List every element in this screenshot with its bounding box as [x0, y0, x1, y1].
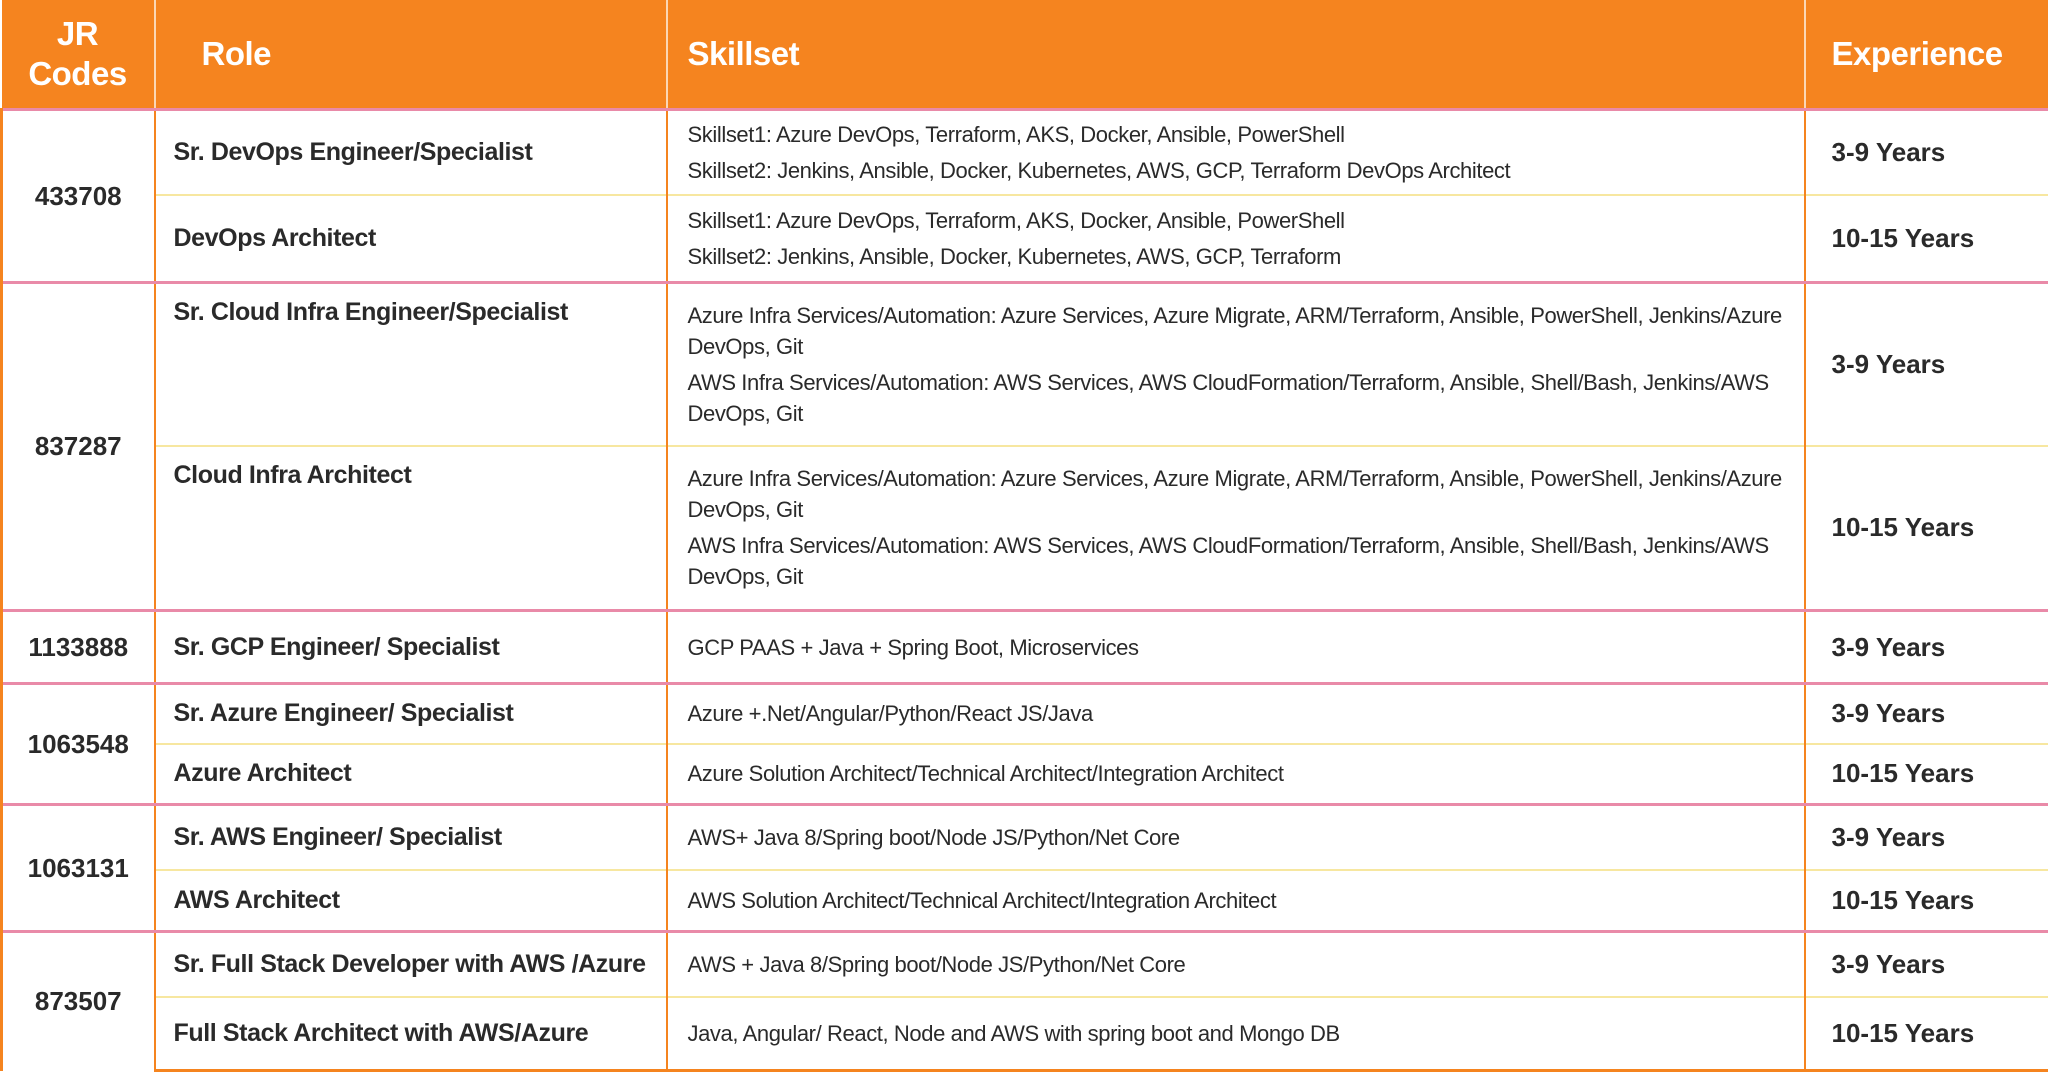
- skillset-line: Azure Solution Architect/Technical Architect/Integration Architect: [688, 758, 1803, 789]
- skillset-line: Skillset1: Azure DevOps, Terraform, AKS, Docker, Ansible, PowerShell: [688, 205, 1803, 236]
- skillset-cell: [667, 805, 1805, 870]
- header-jr-codes: [2, 0, 155, 110]
- header-row: [2, 0, 2048, 110]
- skillset-cell: [667, 932, 1805, 997]
- experience-cell: 3-9 Years: [1805, 932, 2048, 997]
- table-row: [2, 805, 2048, 870]
- experience-cell: 10-15 Years: [1805, 446, 2048, 611]
- skillset-line: Skillset1: Azure DevOps, Terraform, AKS, Docker, Ansible, PowerShell: [688, 119, 1803, 150]
- role-cell: Azure Architect: [155, 744, 667, 805]
- jr-code: 1063548: [2, 684, 155, 805]
- jr-code: 433708: [2, 110, 155, 283]
- role-cell: Full Stack Architect with AWS/Azure: [155, 997, 667, 1071]
- experience-cell: 3-9 Years: [1805, 611, 2048, 684]
- experience-cell: 10-15 Years: [1805, 870, 2048, 932]
- jr-code: 873507: [2, 932, 155, 1071]
- table-row: [2, 611, 2048, 684]
- skillset-line: Skillset2: Jenkins, Ansible, Docker, Kubernetes, AWS, GCP, Terraform: [688, 241, 1803, 272]
- role-cell: Sr. DevOps Engineer/Specialist: [155, 110, 667, 195]
- role-cell: AWS Architect: [155, 870, 667, 932]
- skillset-line: GCP PAAS + Java + Spring Boot, Microservices: [688, 632, 1803, 663]
- skillset-cell: [667, 684, 1805, 744]
- table-row: [2, 446, 2048, 611]
- header-codes-line2: Codes: [28, 55, 126, 92]
- table-row: [2, 110, 2048, 195]
- header-role: Role: [155, 0, 667, 110]
- experience-cell: 3-9 Years: [1805, 110, 2048, 195]
- table-body: [2, 110, 2048, 1071]
- skillset-cell: [667, 744, 1805, 805]
- skillset-line: Skillset2: Jenkins, Ansible, Docker, Kubernetes, AWS, GCP, Terraform DevOps Architect: [688, 155, 1803, 186]
- skillset-line: AWS+ Java 8/Spring boot/Node JS/Python/Net Core: [688, 822, 1803, 853]
- experience-cell: 10-15 Years: [1805, 997, 2048, 1071]
- skillset-line: AWS Solution Architect/Technical Architect/Integration Architect: [688, 885, 1803, 916]
- skillset-line: Azure Infra Services/Automation: Azure Services, Azure Migrate, ARM/Terraform, Ansible, PowerShell, Jenkins/Azure DevOps, Git: [688, 463, 1803, 525]
- header-experience: Experience: [1805, 0, 2048, 110]
- experience-cell: 3-9 Years: [1805, 684, 2048, 744]
- role-cell: DevOps Architect: [155, 195, 667, 283]
- experience-cell: 3-9 Years: [1805, 805, 2048, 870]
- experience-cell: 10-15 Years: [1805, 195, 2048, 283]
- role-cell: Sr. Azure Engineer/ Specialist: [155, 684, 667, 744]
- jr-code: 837287: [2, 283, 155, 611]
- role-cell: Sr. AWS Engineer/ Specialist: [155, 805, 667, 870]
- skillset-line: Azure +.Net/Angular/Python/React JS/Java: [688, 698, 1803, 729]
- role-cell: Sr. Full Stack Developer with AWS /Azure: [155, 932, 667, 997]
- role-cell: Sr. GCP Engineer/ Specialist: [155, 611, 667, 684]
- table-row: [2, 744, 2048, 805]
- table-row: [2, 283, 2048, 446]
- skillset-line: Java, Angular/ React, Node and AWS with spring boot and Mongo DB: [688, 1018, 1803, 1049]
- table-row: [2, 870, 2048, 932]
- skillset-cell: [667, 195, 1805, 283]
- table-row: [2, 684, 2048, 744]
- jr-code: 1133888: [2, 611, 155, 684]
- skillset-line: AWS + Java 8/Spring boot/Node JS/Python/Net Core: [688, 949, 1803, 980]
- skillset-cell: [667, 283, 1805, 446]
- header-codes-line1: JR: [57, 15, 98, 52]
- skillset-cell: [667, 110, 1805, 195]
- table-row: [2, 195, 2048, 283]
- role-cell: Sr. Cloud Infra Engineer/Specialist: [155, 283, 667, 446]
- jr-code: 1063131: [2, 805, 155, 932]
- skillset-cell: [667, 870, 1805, 932]
- skillset-cell: [667, 997, 1805, 1071]
- experience-cell: 3-9 Years: [1805, 283, 2048, 446]
- skillset-cell: [667, 446, 1805, 611]
- skillset-line: AWS Infra Services/Automation: AWS Services, AWS CloudFormation/Terraform, Ansible, Shell/Bash, Jenkins/AWS DevOps, Git: [688, 367, 1803, 429]
- table-row: [2, 997, 2048, 1071]
- table-row: [2, 932, 2048, 997]
- header-skillset: Skillset: [667, 0, 1805, 110]
- skillset-line: AWS Infra Services/Automation: AWS Services, AWS CloudFormation/Terraform, Ansible, Shell/Bash, Jenkins/AWS DevOps, Git: [688, 530, 1803, 592]
- experience-cell: 10-15 Years: [1805, 744, 2048, 805]
- role-cell: Cloud Infra Architect: [155, 446, 667, 611]
- skillset-cell: [667, 611, 1805, 684]
- skillset-line: Azure Infra Services/Automation: Azure Services, Azure Migrate, ARM/Terraform, Ansible, PowerShell, Jenkins/Azure DevOps, Git: [688, 300, 1803, 362]
